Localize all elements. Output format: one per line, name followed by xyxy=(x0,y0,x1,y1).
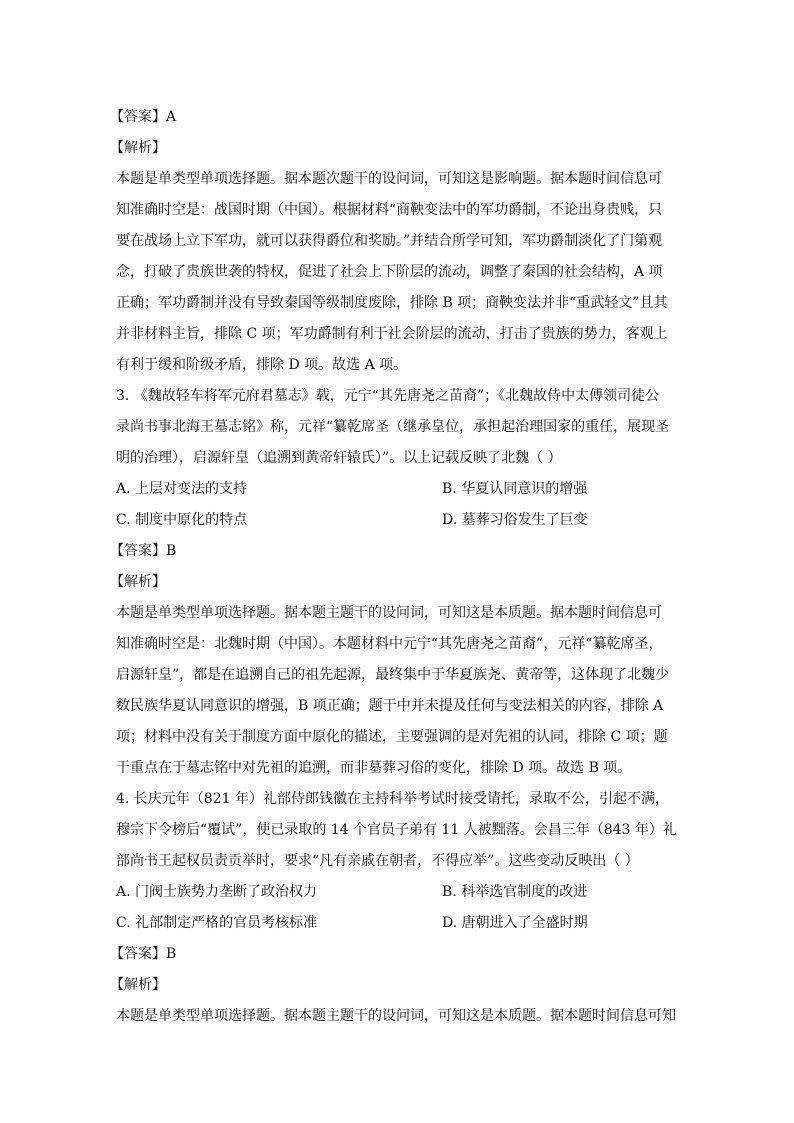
question-3-options-row-1 xyxy=(116,474,681,505)
analysis-label: 【解析】 xyxy=(110,977,166,993)
analysis-line: 有利于缓和阶级矛盾，排除 D 项。故选 A 项。 xyxy=(116,357,408,373)
analysis-paragraph xyxy=(116,1001,681,1032)
answer-label: 【答案】B xyxy=(110,543,177,559)
document-page xyxy=(110,102,681,1032)
analysis-line: 念，打破了贵族世袭的特权，促进了社会上下阶层的流动，调整了秦国的社会结构，A 项 xyxy=(116,264,663,280)
question-4-stem xyxy=(116,784,681,877)
question-3-stem xyxy=(116,381,681,474)
analysis-line: 本题是单类型单项选择题。据本题次题干的设问词，可知这是影响题。据本题时间信息可 xyxy=(116,171,662,187)
analysis-label: 【解析】 xyxy=(110,574,166,590)
option-c: C. 礼部制定严格的官员考核标准 xyxy=(116,915,318,931)
question-4-options-row-2 xyxy=(116,908,681,939)
analysis-line: 数民族华夏认同意识的增强，B 项正确；题干中并未提及任何与变法相关的内容，排除 A xyxy=(116,698,664,714)
answer-label: 【答案】A xyxy=(110,109,177,125)
analysis-line: 本题是单类型单项选择题。据本题主题干的设问词，可知这是本质题。据本题时间信息可知 xyxy=(116,1008,676,1024)
question-line: 明的治理），启源轩皇（追溯到黄帝轩辕氏）”。以上记载反映了北魏（ ） xyxy=(116,450,562,466)
question-line: 4. 长庆元年（821 年）礼部侍郎钱徽在主持科举考试时接受请托，录取不公，引起不满， xyxy=(116,791,669,807)
option-a: A. 上层对变法的支持 xyxy=(116,481,248,497)
option-b: B. 科举选官制度的改进 xyxy=(442,884,588,900)
option-b: B. 华夏认同意识的增强 xyxy=(442,481,588,497)
question-line: 录尚书事北海王墓志铭》称，元祥“纂乾席圣（继承皇位，承担起治理国家的重任，展现圣 xyxy=(116,419,670,435)
analysis-line: 要在战场上立下军功，就可以获得爵位和奖励。”并结合所学可知，军功爵制淡化了门第观 xyxy=(116,233,663,249)
analysis-line: 干重点在于墓志铭中对先祖的追溯，而非墓葬习俗的变化，排除 D 项。故选 B 项。 xyxy=(116,760,632,776)
answer-label: 【答案】B xyxy=(110,946,177,962)
analysis-line: 项；材料中没有关于制度方面中原化的描述，主要强调的是对先祖的认同，排除 C 项；题 xyxy=(116,729,668,745)
analysis-line: 本题是单类型单项选择题。据本题主题干的设问词，可知这是本质题。据本题时间信息可 xyxy=(116,605,662,621)
analysis-label: 【解析】 xyxy=(110,140,166,156)
question-line: 3. 《魏故轻车将军元府君墓志》载，元宁“其先唐尧之苗裔”；《北魏故侍中太傅领司徒公 xyxy=(116,388,660,404)
question-4-options-row-1 xyxy=(116,877,681,908)
option-c: C. 制度中原化的特点 xyxy=(116,512,248,528)
analysis-line: 知准确时空是：战国时期（中国）。根据材料“商鞅变法中的军功爵制，不论出身贵贱，只 xyxy=(116,202,663,218)
analysis-line: 知准确时空是：北魏时期（中国）。本题材料中元宁“其先唐尧之苗裔”，元祥“纂乾席圣， xyxy=(116,636,663,652)
question-3-options-row-2 xyxy=(116,505,681,536)
question-line: 部尚书王起权员责贡举时，要求“凡有亲戚在朝者，不得应举”。这些变动反映出（ ） xyxy=(116,853,639,869)
question-line: 穆宗下令榜后“覆试”，使已录取的 14 个官员子弟有 11 人被黜落。会昌三年（843 年）礼 xyxy=(116,822,677,838)
option-d: D. 墓葬习俗发生了巨变 xyxy=(442,512,588,528)
analysis-paragraph xyxy=(116,164,681,381)
analysis-line: 正确；军功爵制并没有导致秦国等级制度废除，排除 B 项；商鞅变法并非“重武轻文”且其 xyxy=(116,295,668,311)
analysis-line: 并非材料主旨，排除 C 项；军功爵制有利于社会阶层的流动，打击了贵族的势力，客观上 xyxy=(116,326,668,342)
option-a: A. 门阀士族势力垄断了政治权力 xyxy=(116,884,318,900)
analysis-paragraph xyxy=(116,598,681,784)
option-d: D. 唐朝进入了全盛时期 xyxy=(442,915,588,931)
analysis-line: 启源轩皇”，都是在追溯自己的祖先起源，最终集中于华夏族尧、黄帝等，这体现了北魏少 xyxy=(116,667,670,683)
